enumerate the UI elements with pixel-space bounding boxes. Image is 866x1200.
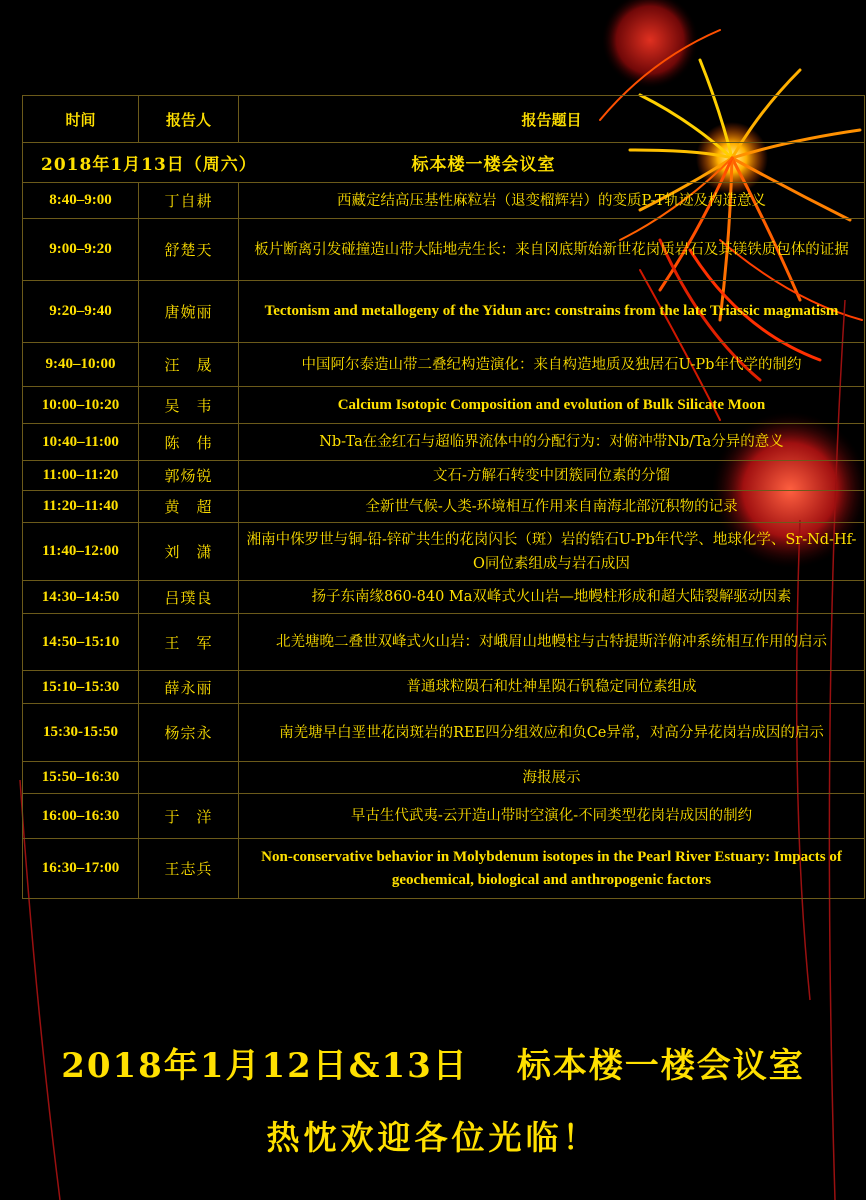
- header-speaker: 报告人: [139, 96, 239, 143]
- row-title: Non-conservative behavior in Molybdenum isotopes in the Pearl River Estuary: Impacts of geochemical, biological and anthropogenic factors: [239, 839, 865, 899]
- table-row: [23, 281, 865, 343]
- row-time: 15:50–16:30: [23, 762, 139, 794]
- row-title: 南羌塘早白垩世花岗斑岩的REE四分组效应和负Ce异常，对高分异花岗岩成因的启示: [239, 704, 865, 762]
- row-time: 16:30–17:00: [23, 839, 139, 899]
- row-time: 9:00–9:20: [23, 219, 139, 281]
- row-title: 文石-方解石转变中团簇同位素的分馏: [239, 461, 865, 491]
- row-title: 海报展示: [239, 762, 865, 794]
- row-title: Nb-Ta在金红石与超临界流体中的分配行为：对俯冲带Nb/Ta分异的意义: [239, 424, 865, 461]
- row-title: Tectonism and metallogeny of the Yidun arc: constrains from the late Triassic magmatism: [239, 281, 865, 343]
- row-title: 全新世气候-人类-环境相互作用来自南海北部沉积物的记录: [239, 491, 865, 523]
- row-speaker: 于 洋: [139, 794, 239, 839]
- table-row: [23, 794, 865, 839]
- footer-date: 2018年1月12日&13日: [61, 1046, 469, 1086]
- table-row: [23, 839, 865, 899]
- footer-venue: 标本楼一楼会议室: [516, 1046, 805, 1086]
- row-title: 湘南中侏罗世与铜-铅-锌矿共生的花岗闪长（斑）岩的锆石U-Pb年代学、地球化学、Sr-Nd-Hf-O同位素组成与岩石成因: [239, 523, 865, 581]
- schedule-table: [22, 95, 865, 899]
- row-time: 14:50–15:10: [23, 614, 139, 671]
- table-row: [23, 461, 865, 491]
- row-title: 中国阿尔泰造山带二叠纪构造演化：来自构造地质及独居石U-Pb年代学的制约: [239, 343, 865, 387]
- table-row: [23, 491, 865, 523]
- header-row: [23, 96, 865, 143]
- row-speaker: [139, 762, 239, 794]
- row-time: 14:30–14:50: [23, 581, 139, 614]
- row-title: 扬子东南缘860-840 Ma双峰式火山岩—地幔柱形成和超大陆裂解驱动因素: [239, 581, 865, 614]
- header-title: 报告题目: [239, 96, 865, 143]
- row-title: Calcium Isotopic Composition and evolution of Bulk Silicate Moon: [239, 387, 865, 424]
- row-title: 板片断离引发碰撞造山带大陆地壳生长：来自冈底斯始新世花岗质岩石及其镁铁质包体的证据: [239, 219, 865, 281]
- row-speaker: 王 军: [139, 614, 239, 671]
- footer-venue-line: [0, 1038, 866, 1087]
- red-balloon-top: [602, 0, 698, 88]
- day-venue: 标本楼一楼会议室: [411, 155, 556, 175]
- row-time: 10:00–10:20: [23, 387, 139, 424]
- row-speaker: 郭炀锐: [139, 461, 239, 491]
- row-speaker: 汪 晟: [139, 343, 239, 387]
- row-speaker: 陈 伟: [139, 424, 239, 461]
- row-speaker: 丁自耕: [139, 183, 239, 219]
- row-time: 16:00–16:30: [23, 794, 139, 839]
- row-title: 普通球粒陨石和灶神星陨石钒稳定同位素组成: [239, 671, 865, 704]
- table-row: [23, 219, 865, 281]
- row-speaker: 王志兵: [139, 839, 239, 899]
- row-time: 11:40–12:00: [23, 523, 139, 581]
- table-row: [23, 523, 865, 581]
- row-speaker: 薛永丽: [139, 671, 239, 704]
- schedule-body: [23, 96, 865, 899]
- table-row: [23, 424, 865, 461]
- row-title: 西藏定结高压基性麻粒岩（退变榴辉岩）的变质P-T轨迹及构造意义: [239, 183, 865, 219]
- row-speaker: 吕璞良: [139, 581, 239, 614]
- table-row: [23, 704, 865, 762]
- row-time: 9:40–10:00: [23, 343, 139, 387]
- row-speaker: 黄 超: [139, 491, 239, 523]
- row-time: 15:10–15:30: [23, 671, 139, 704]
- row-speaker: 唐婉丽: [139, 281, 239, 343]
- row-time: 11:20–11:40: [23, 491, 139, 523]
- row-time: 8:40–9:00: [23, 183, 139, 219]
- row-title: 早古生代武夷-云开造山带时空演化-不同类型花岗岩成因的制约: [239, 794, 865, 839]
- day-cell: [23, 143, 865, 183]
- table-row: [23, 343, 865, 387]
- row-title: 北羌塘晚二叠世双峰式火山岩：对峨眉山地幔柱与古特提斯洋俯冲系统相互作用的启示: [239, 614, 865, 671]
- day-date: 2018年1月13日（周六）: [41, 155, 257, 175]
- row-speaker: 吴 韦: [139, 387, 239, 424]
- row-time: 11:00–11:20: [23, 461, 139, 491]
- row-time: 10:40–11:00: [23, 424, 139, 461]
- row-time: 15:30-15:50: [23, 704, 139, 762]
- row-time: 9:20–9:40: [23, 281, 139, 343]
- row-speaker: 刘 潇: [139, 523, 239, 581]
- table-row: [23, 183, 865, 219]
- row-speaker: 杨宗永: [139, 704, 239, 762]
- header-time: 时间: [23, 96, 139, 143]
- table-row: [23, 614, 865, 671]
- table-row: [23, 387, 865, 424]
- table-row: [23, 671, 865, 704]
- day-row: [23, 143, 865, 183]
- table-row: [23, 581, 865, 614]
- row-speaker: 舒楚天: [139, 219, 239, 281]
- footer-welcome: 热忱欢迎各位光临！: [266, 1118, 600, 1157]
- table-row: [23, 762, 865, 794]
